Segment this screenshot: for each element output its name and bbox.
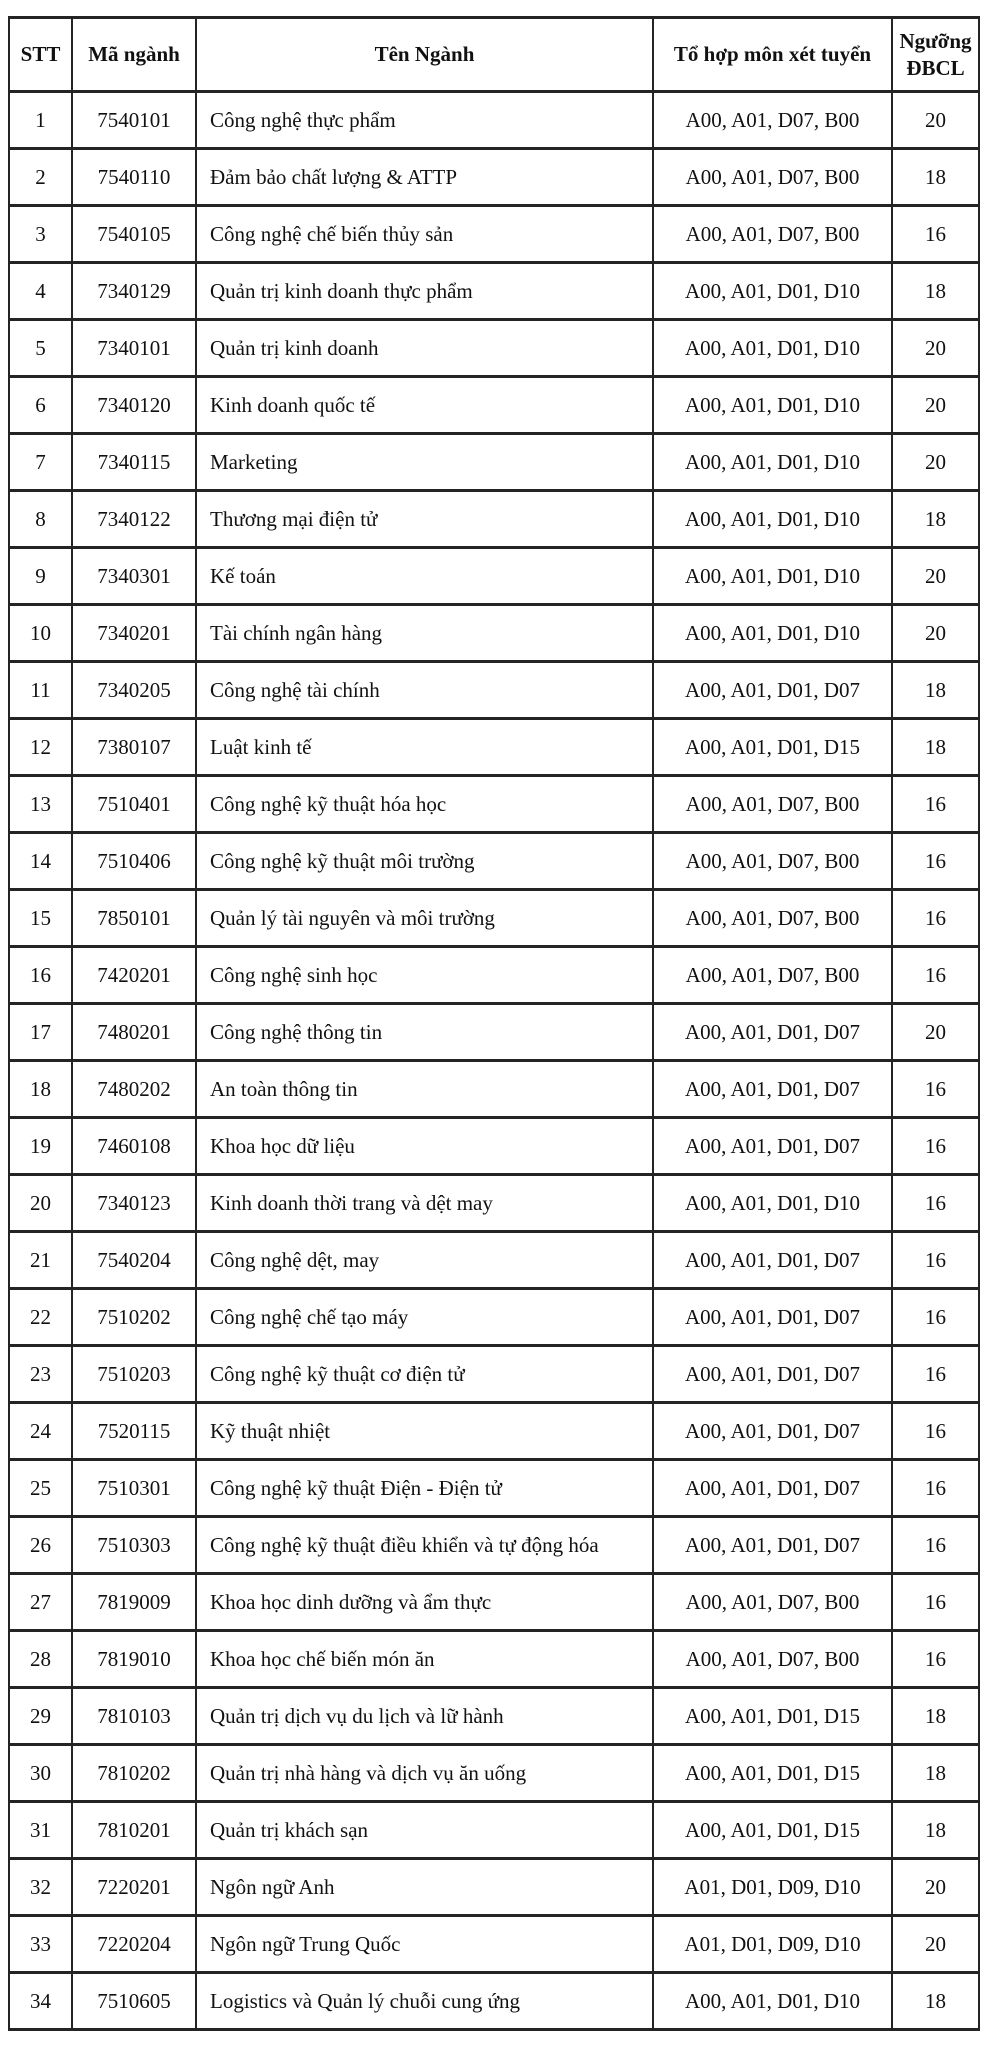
table-row [9, 92, 979, 149]
cell-subject-combination: A00, A01, D01, D10 [653, 1973, 892, 2030]
cell-threshold: 16 [892, 776, 979, 833]
cell-major-code: 7540204 [72, 1232, 196, 1289]
cell-threshold: 18 [892, 1973, 979, 2030]
cell-major-code: 7340301 [72, 548, 196, 605]
table-row [9, 776, 979, 833]
table-row [9, 719, 979, 776]
cell-stt: 5 [9, 320, 72, 377]
cell-subject-combination: A00, A01, D01, D10 [653, 491, 892, 548]
cell-major-code: 7540101 [72, 92, 196, 149]
cell-subject-combination: A00, A01, D01, D07 [653, 1346, 892, 1403]
cell-threshold: 18 [892, 149, 979, 206]
cell-major-name: Quản lý tài nguyên và môi trường [196, 890, 653, 947]
table-row [9, 890, 979, 947]
cell-threshold: 16 [892, 1346, 979, 1403]
cell-stt: 32 [9, 1859, 72, 1916]
cell-stt: 11 [9, 662, 72, 719]
cell-stt: 2 [9, 149, 72, 206]
cell-subject-combination: A00, A01, D01, D10 [653, 434, 892, 491]
table-row [9, 947, 979, 1004]
cell-subject-combination: A00, A01, D01, D15 [653, 1802, 892, 1859]
cell-subject-combination: A00, A01, D01, D07 [653, 1004, 892, 1061]
cell-stt: 20 [9, 1175, 72, 1232]
cell-subject-combination: A00, A01, D01, D15 [653, 719, 892, 776]
cell-threshold: 20 [892, 1004, 979, 1061]
cell-threshold: 20 [892, 320, 979, 377]
table-row [9, 833, 979, 890]
cell-stt: 14 [9, 833, 72, 890]
cell-subject-combination: A00, A01, D07, B00 [653, 833, 892, 890]
cell-subject-combination: A00, A01, D01, D07 [653, 1460, 892, 1517]
cell-major-code: 7340122 [72, 491, 196, 548]
cell-stt: 31 [9, 1802, 72, 1859]
cell-threshold: 20 [892, 434, 979, 491]
cell-major-code: 7850101 [72, 890, 196, 947]
table-row [9, 1631, 979, 1688]
cell-subject-combination: A00, A01, D01, D15 [653, 1745, 892, 1802]
cell-threshold: 16 [892, 206, 979, 263]
table-row [9, 320, 979, 377]
cell-stt: 18 [9, 1061, 72, 1118]
cell-stt: 7 [9, 434, 72, 491]
cell-stt: 27 [9, 1574, 72, 1631]
cell-major-name: Công nghệ thực phẩm [196, 92, 653, 149]
table-row [9, 1916, 979, 1973]
column-header-subject-combination: Tổ hợp môn xét tuyển [653, 18, 892, 92]
cell-major-name: Quản trị kinh doanh [196, 320, 653, 377]
cell-subject-combination: A00, A01, D01, D10 [653, 263, 892, 320]
cell-major-code: 7510605 [72, 1973, 196, 2030]
cell-threshold: 16 [892, 1403, 979, 1460]
cell-threshold: 16 [892, 833, 979, 890]
cell-major-name: Công nghệ dệt, may [196, 1232, 653, 1289]
cell-major-name: Công nghệ chế biến thủy sản [196, 206, 653, 263]
cell-stt: 25 [9, 1460, 72, 1517]
cell-major-name: Quản trị khách sạn [196, 1802, 653, 1859]
cell-threshold: 16 [892, 1517, 979, 1574]
cell-threshold: 18 [892, 1745, 979, 1802]
table-row [9, 1175, 979, 1232]
cell-major-name: Khoa học chế biến món ăn [196, 1631, 653, 1688]
cell-major-name: Kế toán [196, 548, 653, 605]
table-row [9, 1973, 979, 2030]
table-row [9, 1745, 979, 1802]
cell-stt: 30 [9, 1745, 72, 1802]
cell-major-name: Thương mại điện tử [196, 491, 653, 548]
cell-stt: 26 [9, 1517, 72, 1574]
cell-subject-combination: A01, D01, D09, D10 [653, 1916, 892, 1973]
cell-major-code: 7819010 [72, 1631, 196, 1688]
cell-threshold: 20 [892, 605, 979, 662]
cell-threshold: 16 [892, 1061, 979, 1118]
cell-subject-combination: A00, A01, D01, D07 [653, 662, 892, 719]
cell-major-name: Tài chính ngân hàng [196, 605, 653, 662]
cell-subject-combination: A00, A01, D07, B00 [653, 1574, 892, 1631]
table-row [9, 1061, 979, 1118]
cell-major-code: 7340115 [72, 434, 196, 491]
cell-major-name: An toàn thông tin [196, 1061, 653, 1118]
cell-major-name: Công nghệ thông tin [196, 1004, 653, 1061]
cell-major-code: 7340123 [72, 1175, 196, 1232]
cell-major-code: 7420201 [72, 947, 196, 1004]
table-row [9, 263, 979, 320]
cell-major-code: 7480202 [72, 1061, 196, 1118]
table-row [9, 1289, 979, 1346]
table-row [9, 1517, 979, 1574]
cell-major-name: Công nghệ kỹ thuật hóa học [196, 776, 653, 833]
cell-major-name: Quản trị kinh doanh thực phẩm [196, 263, 653, 320]
cell-threshold: 16 [892, 890, 979, 947]
header-row [9, 18, 979, 92]
cell-stt: 13 [9, 776, 72, 833]
cell-major-code: 7810201 [72, 1802, 196, 1859]
cell-threshold: 18 [892, 719, 979, 776]
cell-subject-combination: A00, A01, D01, D10 [653, 320, 892, 377]
cell-major-code: 7540105 [72, 206, 196, 263]
cell-major-code: 7810202 [72, 1745, 196, 1802]
cell-stt: 29 [9, 1688, 72, 1745]
cell-stt: 21 [9, 1232, 72, 1289]
table-row [9, 662, 979, 719]
cell-major-name: Công nghệ chế tạo máy [196, 1289, 653, 1346]
cell-major-code: 7460108 [72, 1118, 196, 1175]
cell-stt: 22 [9, 1289, 72, 1346]
cell-threshold: 16 [892, 1118, 979, 1175]
cell-subject-combination: A00, A01, D01, D07 [653, 1289, 892, 1346]
cell-major-code: 7340120 [72, 377, 196, 434]
cell-threshold: 20 [892, 377, 979, 434]
cell-major-code: 7380107 [72, 719, 196, 776]
cell-threshold: 20 [892, 92, 979, 149]
cell-subject-combination: A00, A01, D01, D07 [653, 1118, 892, 1175]
cell-major-code: 7340101 [72, 320, 196, 377]
cell-threshold: 18 [892, 662, 979, 719]
cell-threshold: 16 [892, 1175, 979, 1232]
cell-threshold: 18 [892, 263, 979, 320]
cell-subject-combination: A00, A01, D01, D10 [653, 548, 892, 605]
cell-threshold: 16 [892, 1631, 979, 1688]
cell-major-code: 7510202 [72, 1289, 196, 1346]
cell-subject-combination: A00, A01, D07, B00 [653, 206, 892, 263]
cell-subject-combination: A01, D01, D09, D10 [653, 1859, 892, 1916]
cell-threshold: 20 [892, 1916, 979, 1973]
table-row [9, 434, 979, 491]
table-row [9, 1574, 979, 1631]
cell-major-code: 7510301 [72, 1460, 196, 1517]
table-row [9, 1859, 979, 1916]
cell-major-name: Kinh doanh thời trang và dệt may [196, 1175, 653, 1232]
table-row [9, 1346, 979, 1403]
cell-major-name: Marketing [196, 434, 653, 491]
table-row [9, 491, 979, 548]
table-row [9, 1403, 979, 1460]
cell-subject-combination: A00, A01, D07, B00 [653, 947, 892, 1004]
cell-threshold: 16 [892, 1574, 979, 1631]
cell-major-code: 7340205 [72, 662, 196, 719]
cell-major-name: Kinh doanh quốc tế [196, 377, 653, 434]
cell-major-name: Kỹ thuật nhiệt [196, 1403, 653, 1460]
cell-stt: 15 [9, 890, 72, 947]
column-header-major-code: Mã ngành [72, 18, 196, 92]
cell-subject-combination: A00, A01, D07, B00 [653, 149, 892, 206]
table-row [9, 548, 979, 605]
table-row [9, 206, 979, 263]
table-row [9, 1004, 979, 1061]
cell-threshold: 18 [892, 1688, 979, 1745]
cell-major-code: 7520115 [72, 1403, 196, 1460]
table-row [9, 1118, 979, 1175]
cell-major-code: 7819009 [72, 1574, 196, 1631]
cell-threshold: 16 [892, 947, 979, 1004]
cell-subject-combination: A00, A01, D01, D10 [653, 605, 892, 662]
cell-threshold: 16 [892, 1289, 979, 1346]
cell-major-name: Luật kinh tế [196, 719, 653, 776]
cell-threshold: 16 [892, 1460, 979, 1517]
cell-major-name: Công nghệ kỹ thuật điều khiển và tự động hóa [196, 1517, 653, 1574]
table-row [9, 1232, 979, 1289]
cell-major-code: 7340201 [72, 605, 196, 662]
cell-major-code: 7540110 [72, 149, 196, 206]
cell-major-name: Khoa học dữ liệu [196, 1118, 653, 1175]
cell-stt: 9 [9, 548, 72, 605]
cell-subject-combination: A00, A01, D01, D07 [653, 1061, 892, 1118]
cell-stt: 12 [9, 719, 72, 776]
cell-major-name: Công nghệ kỹ thuật Điện - Điện tử [196, 1460, 653, 1517]
cell-subject-combination: A00, A01, D07, B00 [653, 890, 892, 947]
cell-major-name: Ngôn ngữ Anh [196, 1859, 653, 1916]
cell-major-name: Công nghệ sinh học [196, 947, 653, 1004]
cell-subject-combination: A00, A01, D01, D10 [653, 1175, 892, 1232]
cell-major-code: 7340129 [72, 263, 196, 320]
cell-major-code: 7510203 [72, 1346, 196, 1403]
cell-major-name: Ngôn ngữ Trung Quốc [196, 1916, 653, 1973]
column-header-major-name: Tên Ngành [196, 18, 653, 92]
cell-stt: 16 [9, 947, 72, 1004]
table-row [9, 1688, 979, 1745]
cell-stt: 19 [9, 1118, 72, 1175]
table-row [9, 1802, 979, 1859]
cell-major-code: 7510406 [72, 833, 196, 890]
cell-major-code: 7510303 [72, 1517, 196, 1574]
cell-major-name: Công nghệ kỹ thuật cơ điện tử [196, 1346, 653, 1403]
cell-stt: 6 [9, 377, 72, 434]
cell-stt: 24 [9, 1403, 72, 1460]
cell-major-name: Quản trị dịch vụ du lịch và lữ hành [196, 1688, 653, 1745]
cell-stt: 8 [9, 491, 72, 548]
cell-stt: 33 [9, 1916, 72, 1973]
cell-subject-combination: A00, A01, D07, B00 [653, 92, 892, 149]
cell-stt: 3 [9, 206, 72, 263]
cell-threshold: 20 [892, 548, 979, 605]
column-header-stt: STT [9, 18, 72, 92]
cell-subject-combination: A00, A01, D07, B00 [653, 776, 892, 833]
table-row [9, 605, 979, 662]
cell-subject-combination: A00, A01, D01, D07 [653, 1517, 892, 1574]
cell-subject-combination: A00, A01, D07, B00 [653, 1631, 892, 1688]
cell-threshold: 16 [892, 1232, 979, 1289]
table-row [9, 1460, 979, 1517]
cell-major-name: Công nghệ tài chính [196, 662, 653, 719]
cell-stt: 23 [9, 1346, 72, 1403]
cell-subject-combination: A00, A01, D01, D10 [653, 377, 892, 434]
cell-threshold: 20 [892, 1859, 979, 1916]
cell-major-name: Công nghệ kỹ thuật môi trường [196, 833, 653, 890]
cell-subject-combination: A00, A01, D01, D15 [653, 1688, 892, 1745]
cell-threshold: 18 [892, 491, 979, 548]
table-row [9, 149, 979, 206]
cell-major-code: 7220201 [72, 1859, 196, 1916]
cell-stt: 10 [9, 605, 72, 662]
cell-stt: 4 [9, 263, 72, 320]
cell-major-code: 7810103 [72, 1688, 196, 1745]
cell-stt: 17 [9, 1004, 72, 1061]
cell-major-name: Đảm bảo chất lượng & ATTP [196, 149, 653, 206]
cell-major-code: 7480201 [72, 1004, 196, 1061]
cell-major-name: Logistics và Quản lý chuỗi cung ứng [196, 1973, 653, 2030]
cell-stt: 34 [9, 1973, 72, 2030]
cell-major-code: 7510401 [72, 776, 196, 833]
cell-threshold: 18 [892, 1802, 979, 1859]
cell-stt: 1 [9, 92, 72, 149]
cell-stt: 28 [9, 1631, 72, 1688]
column-header-quality-threshold: Ngưỡng ĐBCL [892, 18, 979, 92]
cell-major-code: 7220204 [72, 1916, 196, 1973]
cell-subject-combination: A00, A01, D01, D07 [653, 1232, 892, 1289]
cell-major-name: Quản trị nhà hàng và dịch vụ ăn uống [196, 1745, 653, 1802]
admission-threshold-table [8, 16, 980, 2031]
table-row [9, 377, 979, 434]
cell-subject-combination: A00, A01, D01, D07 [653, 1403, 892, 1460]
cell-major-name: Khoa học dinh dưỡng và ẩm thực [196, 1574, 653, 1631]
